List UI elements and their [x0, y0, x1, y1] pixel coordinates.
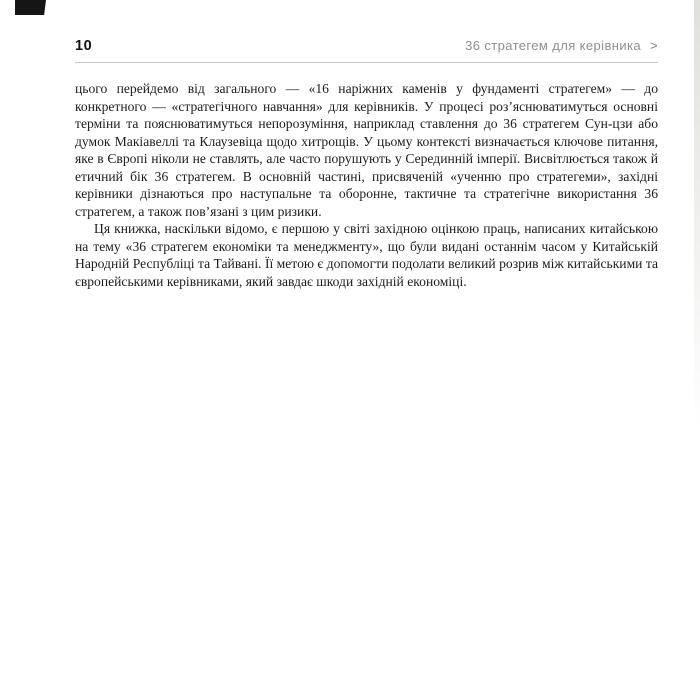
paragraph: Ця книжка, наскільки відомо, є першою у світі західною оцінкою праць, написаних китайською на тему «36 стратегем економіки та менеджменту», що були видані останнім часом у Китайській Народній Республіці та Тайвані. Її метою є допомогти подолати великий розрив між китайськими та європейськими керівниками, який завдає шкоди західній економіці. — [75, 221, 658, 289]
running-title-text: 36 стратегем для керівника — [465, 38, 641, 53]
running-title — [465, 38, 658, 53]
scan-corner-mark — [15, 0, 46, 15]
body-text-block — [75, 80, 658, 290]
page-header — [75, 38, 658, 62]
page-edge-shadow — [694, 0, 700, 430]
header-divider — [75, 62, 658, 63]
page-number: 10 — [75, 38, 93, 54]
paragraph: цього перейдемо від загального — «16 наріжних каменів у фундаменті стратегем» — до конкретного — «стратегічного навчання» для керівників. У процесі роз’яснюватимуться основні терміни та пояснюватимуться непорозуміння, наприклад ставлення до 36 стратегем Сун-цзи або думок Макіавеллі та Клаузевіца щодо хитрощів. У цьому контексті визначається ключове питання, яке в Європі ніколи не ставлять, але часто порушують у Серединній імперії. Висвітлюється також й етичний бік 36 стратегем. В основній частині, присвяченій «ученню про стратегеми», західні керівники дізнаються про наступальне та оборонне, тактичне та стратегічне використання 36 стратегем, а також пов’язані з цим ризики. — [75, 81, 658, 219]
chevron-right-icon: > — [650, 38, 658, 53]
